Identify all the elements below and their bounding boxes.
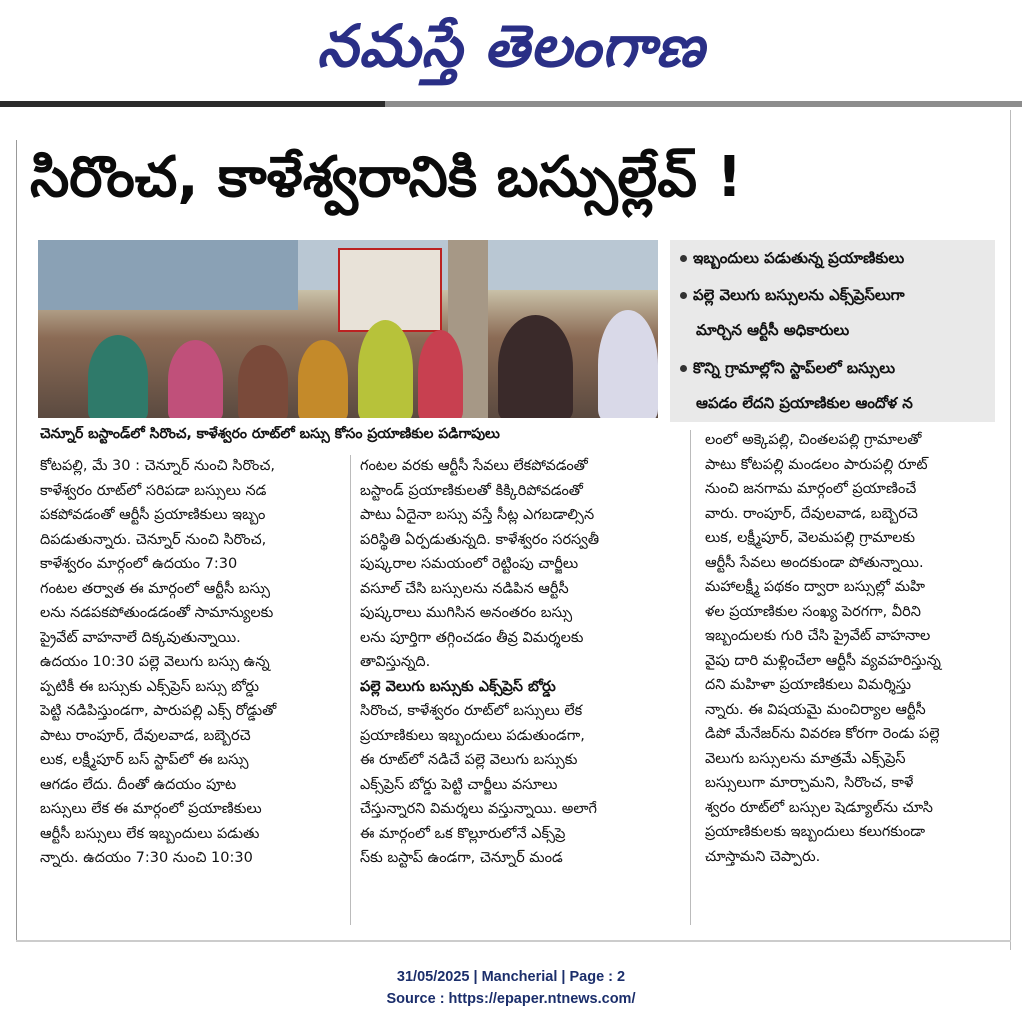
article-text-line: శ్వరం రూట్‌లో బస్సుల షెడ్యూల్‌ను చూసి — [705, 799, 933, 816]
article-text-line: ఆర్టీసీ బస్సులు లేక ఇబ్బందులు పడుతు — [40, 825, 260, 842]
article-text-line: ఆర్టీసీ సేవలు అందకుండా పోతున్నాయి. — [705, 554, 924, 571]
masthead-rule-light — [385, 101, 1022, 107]
bullet-icon — [680, 292, 687, 299]
article-text-line: గంటల తర్వాత ఈ మార్గంలో ఆర్టీసీ బస్సు — [40, 580, 271, 597]
article-text-line: బస్సులు లేక ఈ మార్గంలో ప్రయాణికులు — [40, 801, 262, 817]
photo-person — [168, 340, 223, 418]
highlights-box — [670, 240, 995, 422]
highlight-text: ఇబ్బందులు పడుతున్న ప్రయాణికులు — [693, 249, 905, 267]
article-text-line: కోటపల్లి, మే 30 : చెన్నూర్ నుంచి సిరొంచ, — [40, 458, 276, 474]
photo-person — [498, 315, 573, 418]
highlight-item — [680, 353, 990, 383]
photo-person — [358, 320, 413, 418]
bullet-icon — [680, 255, 687, 262]
article-text-line: ప్రయాణికులకు ఇబ్బందులు కలుగకుండా — [705, 824, 926, 840]
article-text-line: పకపోవడంతో ఆర్టీసీ ప్రయాణికులు ఇబ్బం — [40, 507, 266, 523]
article-column-2 — [360, 454, 660, 871]
article-text-line: లను నడపకపోతుండడంతో సామాన్యులకు — [40, 605, 274, 621]
article-text-line: కాళేశ్వరం రూట్‌లో సరిపడా బస్సులు నడ — [40, 482, 267, 499]
article-text-line: లుక, లక్ష్మీపూర్, వెలమపల్లి గ్రామాలకు — [705, 530, 916, 546]
article-text-line: వైపు దారి మళ్లించేలా ఆర్టీసీ వ్యవహరిస్తున్న — [705, 652, 941, 669]
newspaper-logo: నమస్తే తెలంగాణ — [317, 12, 705, 80]
article-text-line: ఆగడం లేదు. దీంతో ఉదయం పూట — [40, 776, 237, 793]
article-text-line: ప్పటికీ ఈ బస్సుకు ఎక్స్‌ప్రెస్ బస్సు బోర్డు — [40, 678, 260, 695]
footer-edition-line: 31/05/2025 | Mancherial | Page : 2 — [396, 969, 626, 985]
article-text-line: బస్సులుగా మార్చామని, సిరొంచ, కాళే — [705, 775, 914, 791]
article-text-line: పాటు కోటపల్లి మండలం పారుపల్లి రూట్ — [705, 456, 928, 473]
article-text-line: వెలుగు బస్సులను మాత్రమే ఎక్స్‌ప్రెస్ — [705, 750, 906, 767]
article-text-line: లను పూర్తిగా తగ్గించడం తీవ్ర విమర్శలకు — [360, 629, 584, 646]
article-headline: సిరొంచ, కాళేశ్వరానికి బస్సుల్లేవ్ ! — [30, 145, 743, 210]
article-text-line: మహాలక్ష్మీ పథకం ద్వారా బస్సుల్లో మహి — [705, 579, 926, 595]
highlight-item — [680, 243, 990, 273]
article-text-line: ఈ మార్గంలో ఒక కొల్లూరులోనే ఎక్స్‌ప్రె — [360, 825, 566, 842]
article-text-line: ఉదయం 10:30 పల్లె వెలుగు బస్సు ఉన్న — [40, 654, 270, 670]
article-column-1 — [40, 454, 332, 871]
article-text-line: ప్రైవేట్ వాహనాలే దిక్కవుతున్నాయి. — [40, 629, 241, 646]
footer-source-line: Source : https://epaper.ntnews.com/ — [386, 991, 636, 1007]
page-footer — [0, 966, 1022, 1010]
frame-right-border — [1010, 110, 1011, 950]
article-text-line: దిపడుతున్నారు. చెన్నూర్ నుంచి సిరొంచ, — [40, 531, 267, 548]
photo-person — [238, 345, 288, 418]
frame-bottom-border — [16, 940, 1011, 942]
article-text-line: ప్రయాణికులు ఇబ్బందులు పడుతుండగా, — [360, 727, 585, 744]
article-text-line: గంటల వరకు ఆర్టీసీ సేవలు లేకపోవడంతో — [360, 458, 588, 474]
article-text-line: బస్టాండ్ ప్రయాణికులతో కిక్కిరిపోవడంతో — [360, 482, 583, 499]
article-text-line: దని మహిళా ప్రయాణికులు విమర్శిస్తు — [705, 677, 911, 693]
news-photo — [38, 240, 658, 418]
highlight-item — [696, 315, 1006, 345]
article-text-line: కాళేశ్వరం మార్గంలో ఉదయం 7:30 — [40, 556, 238, 572]
article-text-line: డిపో మేనేజర్‌ను వివరణ కోరగా రెండు పల్లె — [705, 726, 940, 742]
article-text-line: నుంచి జనగామ మార్గంలో ప్రయాణించే — [705, 481, 917, 497]
column-divider — [690, 430, 691, 925]
article-text-line: లుక, లక్ష్మీపూర్ బస్ స్టాప్‌లో ఈ బస్సు — [40, 752, 249, 768]
article-text-line: పుష్కరాలు ముగిసిన అనంతరం బస్సు — [360, 605, 573, 621]
highlight-text: మార్చిన ఆర్టీసీ అధికారులు — [696, 321, 850, 339]
highlight-text: ఆపడం లేదని ప్రయాణికుల ఆందోళ న — [696, 394, 913, 412]
article-text-line: ళల ప్రయాణికుల సంఖ్య పెరగగా, వీరిని — [705, 603, 921, 620]
article-text-line: స్‌కు బస్టాప్ ఉండగా, చెన్నూర్ మండ — [360, 850, 563, 866]
article-text-line: వసూల్ చేసి బస్సులను నడిపిన ఆర్టీసీ — [360, 580, 569, 597]
article-text-line: న్నారు. ఈ విషయమై మంచిర్యాల ఆర్టీసీ — [705, 701, 926, 718]
article-subheading: పల్లె వెలుగు బస్సుకు ఎక్స్‌ప్రెస్ బోర్డు — [360, 678, 556, 695]
photo-caption: చెన్నూర్ బస్టాండ్‌లో సిరొంచ, కాళేశ్వరం రూట్‌లో బస్సు కోసం ప్రయాణికుల పడిగాపులు — [40, 426, 500, 442]
article-text-line: లంలో అక్కెపల్లి, చింతలపల్లి గ్రామాలతో — [705, 432, 922, 448]
article-text-line: ఇబ్బందులకు గురి చేసి ప్రైవేట్ వాహనాల — [705, 628, 931, 644]
frame-left-border — [16, 140, 17, 940]
bullet-icon — [680, 365, 687, 372]
article-text-line: పరిస్థితి ఏర్పడుతున్నది. కాళేశ్వరం సరస్వతీ — [360, 531, 600, 548]
masthead — [0, 0, 1022, 100]
photo-person — [298, 340, 348, 418]
highlight-item — [680, 280, 990, 310]
article-text-line: సిరొంచ, కాళేశ్వరం రూట్‌లో బస్సులు లేక — [360, 703, 583, 719]
article-text-line: పాటు రాంపూర్, దేవులవాడ, బబ్బెరచె — [40, 727, 251, 744]
article-text-line: ఎక్స్‌ప్రెస్ బోర్డు పెట్టి చార్జీలు వసూలు — [360, 776, 558, 793]
photo-building — [38, 240, 298, 310]
photo-person — [598, 310, 658, 418]
highlight-text: కొన్ని గ్రామాల్లోని స్టాప్‌లలో బస్సులు — [693, 359, 896, 377]
article-text-line: న్నారు. ఉదయం 7:30 నుంచి 10:30 — [40, 850, 253, 866]
article-text-line: పాటు ఏదైనా బస్సు వస్తే సీట్ల ఎగబడాల్సిన — [360, 507, 595, 523]
article-text-line: పెట్టి నడిపిస్తుండగా, పారుపల్లి ఎక్స్ రోడ్డుతో — [40, 703, 277, 719]
article-column-3 — [705, 428, 995, 869]
highlight-item — [696, 388, 1006, 418]
article-text-line: వారు. రాంపూర్, దేవులవాడ, బబ్బెరచె — [705, 505, 918, 522]
photo-person — [88, 335, 148, 418]
column-divider — [350, 455, 351, 925]
article-text-line: చేస్తున్నారని విమర్శలు వస్తున్నాయి. అలాగే — [360, 801, 597, 817]
masthead-rule-dark — [0, 101, 385, 107]
article-text-line: తావిస్తున్నది. — [360, 654, 431, 670]
article-text-line: చూస్తామని చెప్పారు. — [705, 848, 821, 865]
highlight-text: పల్లె వెలుగు బస్సులను ఎక్స్‌ప్రెస్‌లుగా — [693, 286, 905, 304]
article-text-line: ఈ రూట్‌లో నడిచే పల్లె వెలుగు బస్సుకు — [360, 752, 578, 768]
article-text-line: పుష్కరాల సమయంలో రెట్టింపు చార్జీలు — [360, 556, 579, 572]
photo-bus — [338, 248, 442, 332]
photo-person — [418, 330, 463, 418]
